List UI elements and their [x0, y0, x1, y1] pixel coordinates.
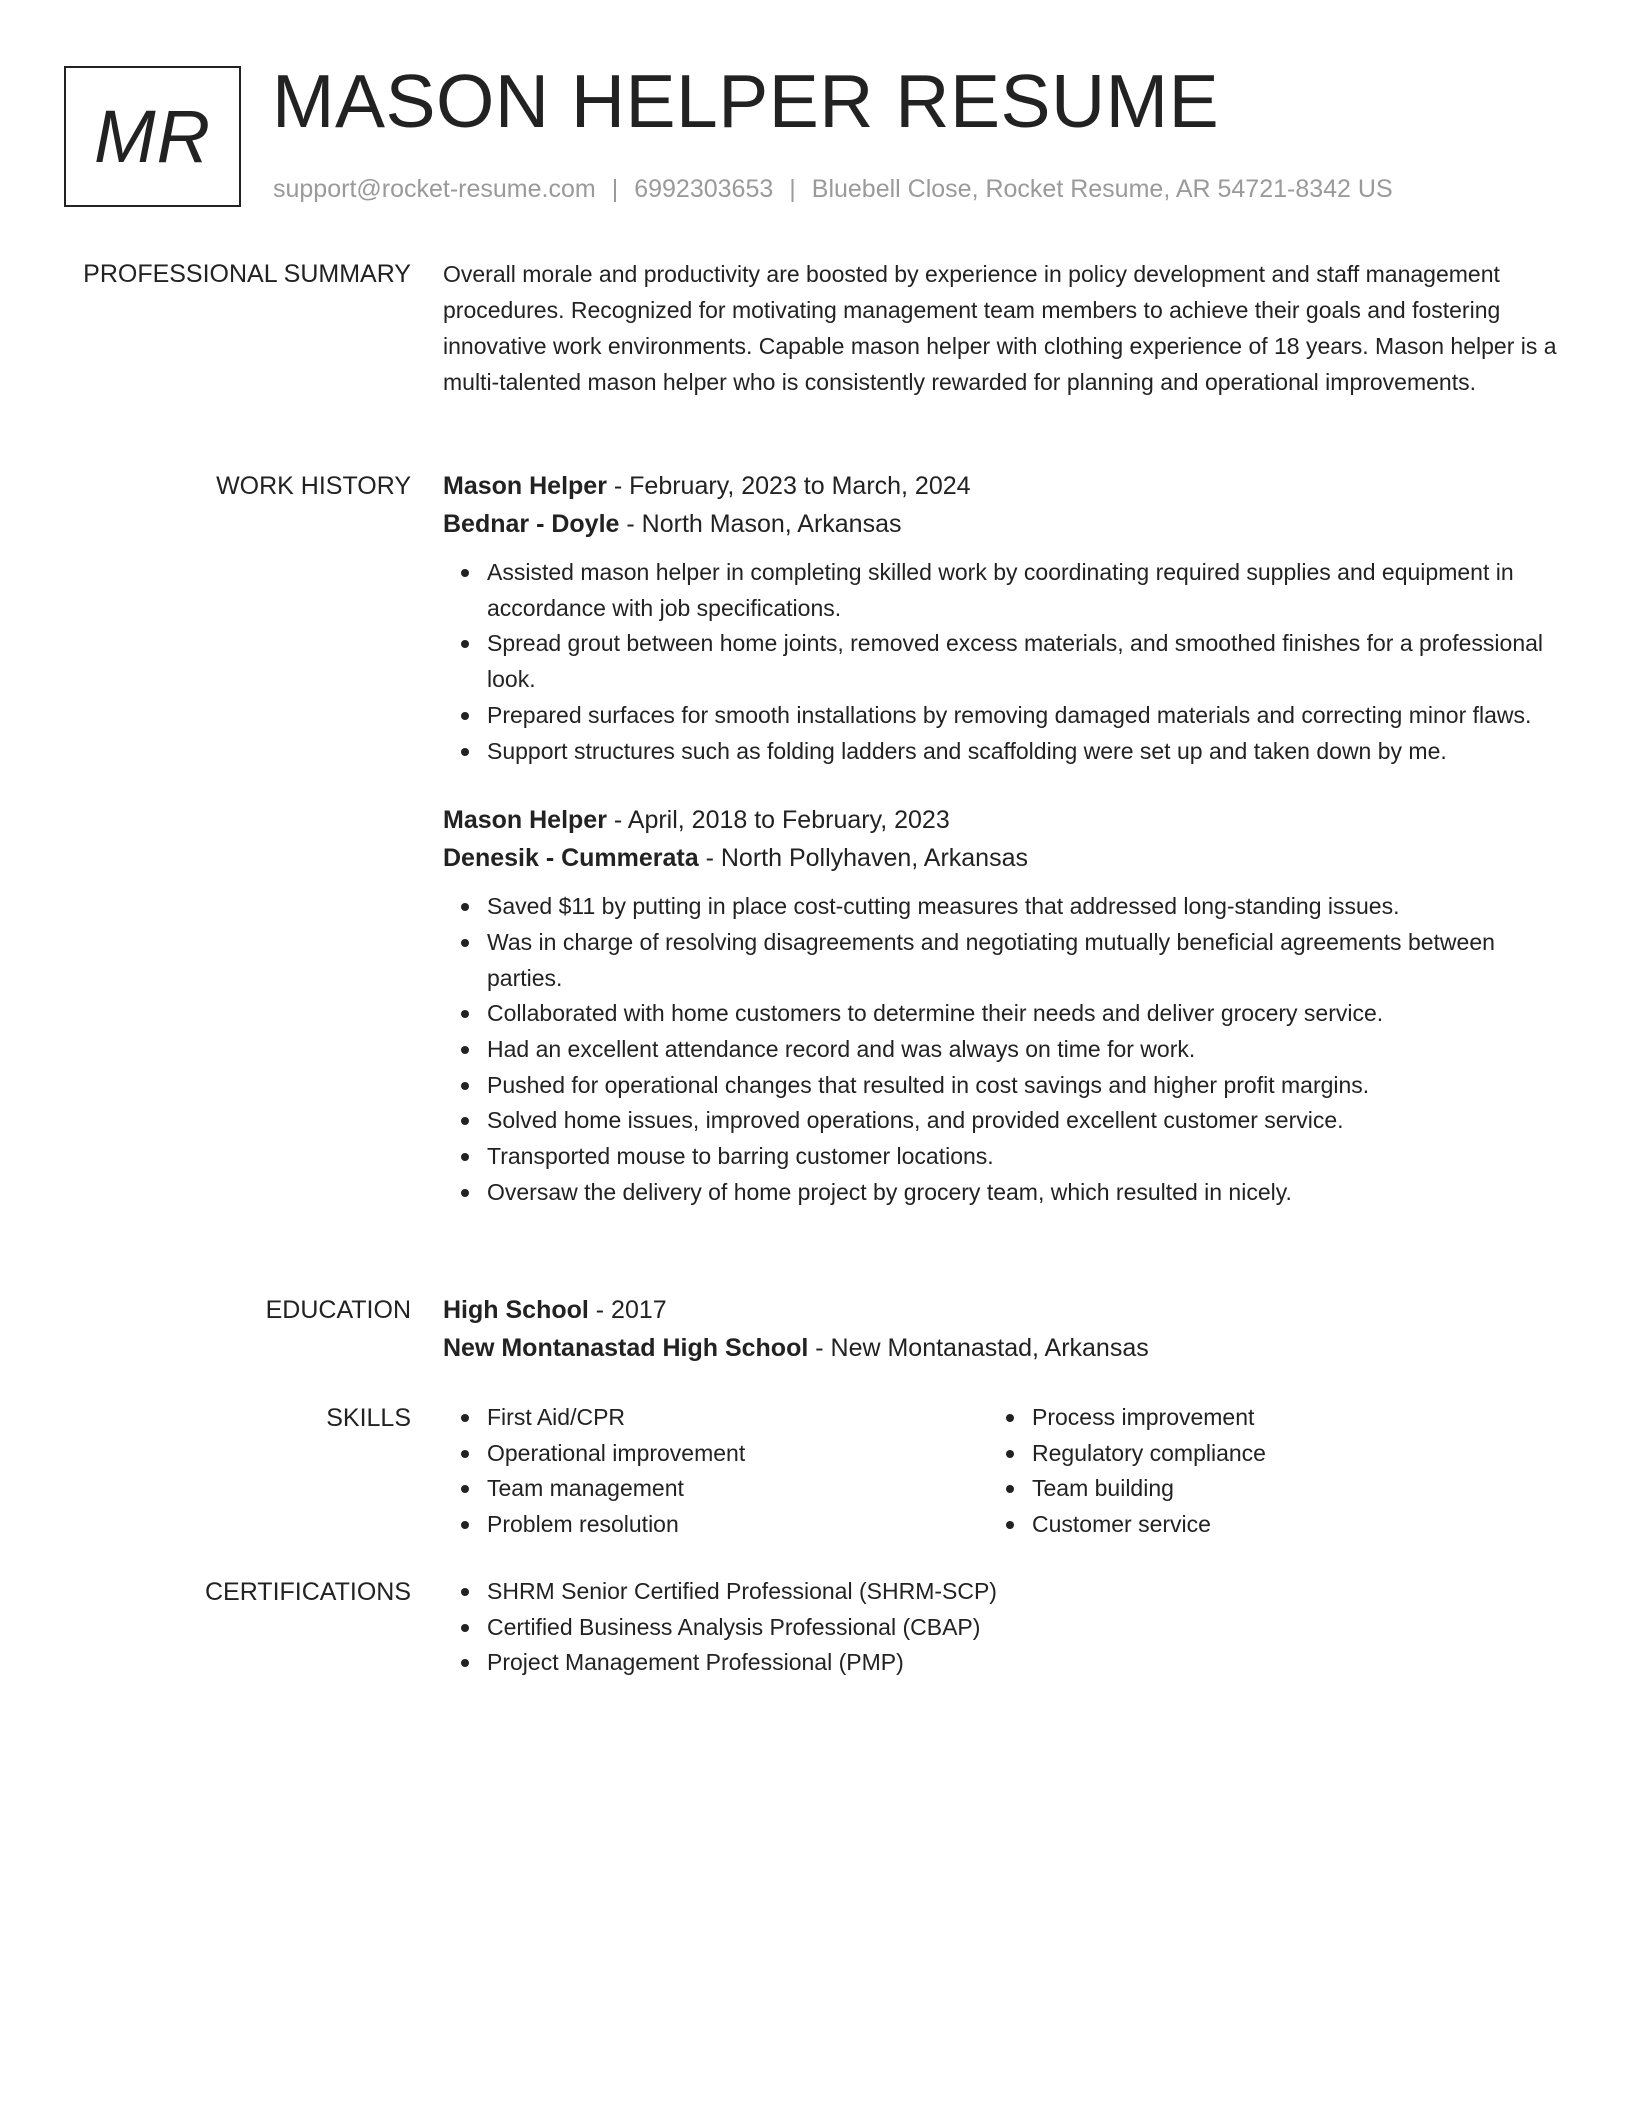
list-item: First Aid/CPR — [487, 1400, 988, 1436]
section-label-work-history: WORK HISTORY — [216, 472, 411, 500]
job-title-line — [443, 467, 1558, 505]
job-title: Mason Helper — [443, 472, 607, 500]
list-item: Assisted mason helper in completing skilled work by coordinating required supplies and equipment in accordance with job specifications. — [487, 555, 1558, 626]
list-item: Prepared surfaces for smooth installations by removing damaged materials and correcting minor flaws. — [487, 698, 1558, 734]
education-location: - New Montanastad, Arkansas — [808, 1334, 1149, 1362]
job-dates: - April, 2018 to February, 2023 — [606, 806, 950, 835]
education-year: - 2017 — [588, 1296, 667, 1324]
section-label-education: EDUCATION — [265, 1296, 411, 1324]
job-location: - North Mason, Arkansas — [619, 510, 902, 538]
section-label-summary: PROFESSIONAL SUMMARY — [83, 260, 411, 288]
certifications-section — [443, 1574, 1558, 1681]
contact-line — [273, 172, 1393, 206]
resume-title: MASON HELPER RESUME — [272, 59, 1220, 143]
contact-phone[interactable]: 6992303653 — [634, 175, 774, 203]
job-employer: Denesik - Cummerata — [443, 844, 699, 873]
list-item: Regulatory compliance — [1032, 1436, 1533, 1472]
list-item: Oversaw the delivery of home project by grocery team, which resulted in nicely. — [487, 1175, 1558, 1211]
job-dates: - February, 2023 to March, 2024 — [606, 472, 971, 500]
list-item: Process improvement — [1032, 1400, 1533, 1436]
section-label-skills: SKILLS — [326, 1404, 411, 1432]
list-item: Team management — [487, 1471, 988, 1507]
job-duties-list — [443, 889, 1558, 1210]
section-label-certifications: CERTIFICATIONS — [204, 1578, 411, 1606]
list-item: Collaborated with home customers to determine their needs and deliver grocery service. — [487, 996, 1558, 1032]
list-item: Spread grout between home joints, removed excess materials, and smoothed finishes for a professional look. — [487, 626, 1558, 697]
education-school-line — [443, 1329, 1558, 1367]
summary-text: Overall morale and productivity are boosted by experience in policy development and staff management procedures. Recognized for motivating management team members to achieve their goals and fostering innovative work environments. Capable mason helper with clothing experience of 18 years. Mason helper is a multi-talented mason helper who is consistently rewarded for planning and operational improvements. — [443, 261, 1557, 395]
list-item: Saved $11 by putting in place cost-cutting measures that addressed long-standing issues. — [487, 889, 1558, 925]
contact-address: Bluebell Close, Rocket Resume, AR 54721-8342 US — [811, 175, 1393, 203]
skills-column-left — [443, 1400, 988, 1543]
job-entry — [443, 801, 1558, 1210]
monogram-initials: MR — [93, 95, 212, 178]
job-entry — [443, 467, 1558, 769]
skills-list — [443, 1400, 988, 1543]
job-title: Mason Helper — [443, 806, 607, 835]
contact-email[interactable]: support@rocket-resume.com — [273, 175, 596, 203]
work-history-section — [443, 467, 1558, 1211]
contact-separator: | — [611, 175, 619, 203]
skills-section — [443, 1400, 1558, 1543]
education-school: New Montanastad High School — [443, 1334, 809, 1362]
list-item: Pushed for operational changes that resulted in cost savings and higher profit margins. — [487, 1068, 1558, 1104]
monogram-badge — [64, 66, 241, 207]
education-degree: High School — [443, 1296, 589, 1324]
list-item: Problem resolution — [487, 1507, 988, 1543]
list-item: Team building — [1032, 1471, 1533, 1507]
list-item: Transported mouse to barring customer locations. — [487, 1139, 1558, 1175]
list-item: Support structures such as folding ladders and scaffolding were set up and taken down by me. — [487, 734, 1558, 770]
education-section — [443, 1291, 1558, 1367]
contact-separator: | — [789, 175, 796, 203]
list-item: Was in charge of resolving disagreements and negotiating mutually beneficial agreements between parties. — [487, 925, 1558, 996]
job-title-line — [443, 801, 1558, 839]
job-location: - North Pollyhaven, Arkansas — [698, 844, 1028, 873]
list-item: Solved home issues, improved operations, and provided excellent customer service. — [487, 1103, 1558, 1139]
job-employer: Bednar - Doyle — [443, 510, 620, 538]
job-employer-line — [443, 839, 1558, 877]
skills-column-right — [988, 1400, 1533, 1543]
education-degree-line — [443, 1291, 1558, 1329]
list-item: Customer service — [1032, 1507, 1533, 1543]
job-employer-line — [443, 505, 1558, 543]
list-item: SHRM Senior Certified Professional (SHRM-SCP) — [487, 1574, 1558, 1610]
skills-list — [988, 1400, 1533, 1543]
list-item: Operational improvement — [487, 1436, 988, 1472]
list-item: Project Management Professional (PMP) — [487, 1645, 1558, 1681]
certifications-list — [443, 1574, 1558, 1681]
job-duties-list — [443, 555, 1558, 769]
skills-grid — [443, 1400, 1558, 1543]
list-item: Certified Business Analysis Professional (CBAP) — [487, 1610, 1558, 1646]
list-item: Had an excellent attendance record and was always on time for work. — [487, 1032, 1558, 1068]
summary-section — [443, 256, 1558, 400]
